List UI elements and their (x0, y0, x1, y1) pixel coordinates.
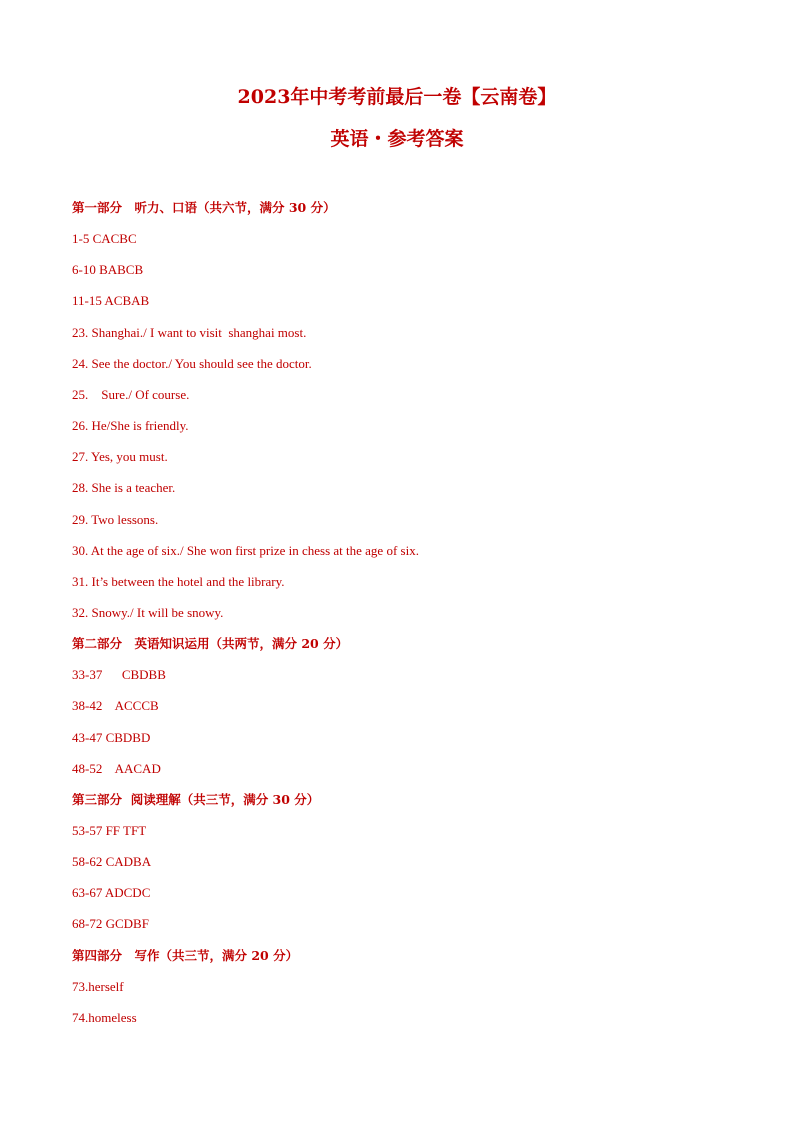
answer-line: 27. Yes, you must. (72, 449, 168, 465)
section-heading: 第四部分 写作（共三节，满分 20 分） (72, 947, 299, 963)
answer-line: 32. Snowy./ It will be snowy. (72, 605, 224, 620)
answer-line: 29. Two lessons. (72, 511, 159, 527)
answer-line: 28. She is a teacher. (72, 480, 176, 496)
answer-line: 43-47 CBDBD (72, 729, 151, 745)
answer-line: 63-67 ADCDC (72, 885, 151, 901)
answer-line: 53-57 FF TFT (72, 823, 147, 838)
section-heading: 第一部分 听力、口语（共六节，满分 30 分） (72, 200, 336, 215)
answer-line: 1-5 CACBC (72, 231, 137, 247)
answer-line: 31. It’s between the hotel and the library. (72, 573, 285, 589)
answer-line: 48-52 AACAD (72, 760, 161, 776)
answer-line: 23. Shanghai./ I want to visit shanghai most. (72, 324, 307, 340)
answer-line: 6-10 BABCB (72, 262, 144, 278)
section-heading: 第二部分 英语知识运用（共两节，满分 20 分） (72, 636, 349, 652)
answer-line: 68-72 GCDBF (72, 916, 149, 932)
answer-line: 33-37 CBDBB (72, 667, 166, 683)
answer-line: 74.homeless (72, 1009, 137, 1025)
answer-line: 38-42 ACCCB (72, 698, 159, 714)
answer-line: 24. See the doctor./ You should see the doctor. (72, 355, 312, 371)
answer-line: 25. Sure./ Of course. (72, 386, 190, 402)
document-subtitle: 英语・参考答案 (330, 128, 464, 150)
answer-line: 73.herself (72, 978, 124, 994)
section-heading: 第三部分 阅读理解（共三节，满分 30 分） (72, 791, 320, 807)
document-title: 2023年中考考前最后一卷【云南卷】 (237, 86, 557, 108)
answer-line: 26. He/She is friendly. (72, 418, 189, 433)
answer-line: 11-15 ACBAB (72, 293, 150, 309)
answer-line: 58-62 CADBA (72, 854, 152, 870)
answer-line: 30. At the age of six./ She won first prize in chess at the age of six. (72, 542, 419, 558)
